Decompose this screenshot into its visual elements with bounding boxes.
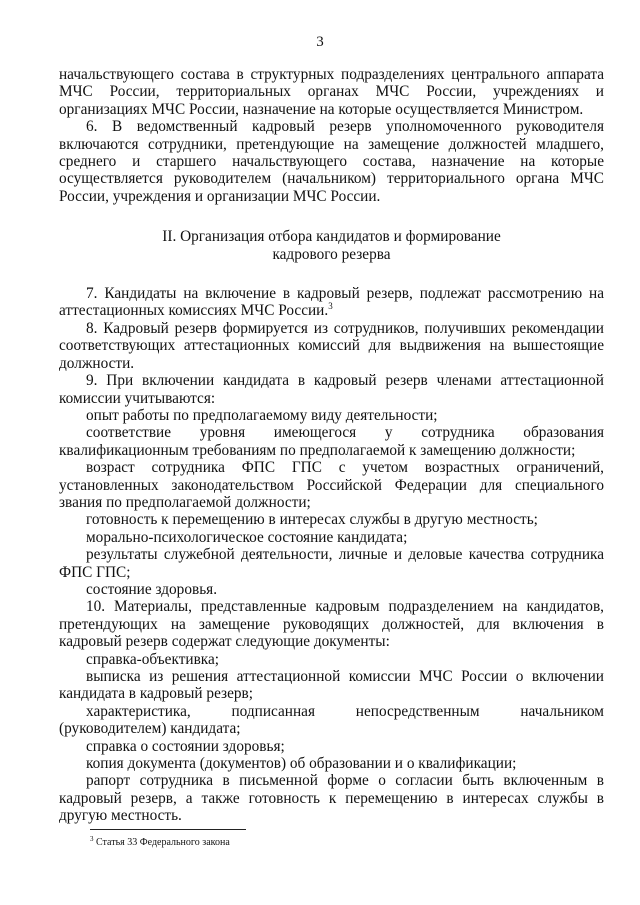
footnote-divider [90, 829, 246, 830]
list-item: характеристика, подписанная непосредственным начальником (руководителем) кандидата; [59, 702, 604, 738]
list-item: справка-объективка; [86, 650, 220, 668]
paragraph-7 [59, 285, 604, 320]
list-item: выписка из решения аттестационной комиссии МЧС России о включении кандидата в кадровый резерв; [59, 668, 604, 703]
paragraph: начальствующего состава в структурных подразделениях центрального аппарата МЧС России, территориальных органах МЧС России, учреждениях и организациях МЧС России, назначение на которые осуществляется Министром. [59, 66, 604, 118]
list-item: возраст сотрудника ФПС ГПС с учетом возрастных ограничений, установленных законодательством Российской Федерации для специального звания по предполагаемой должности; [59, 459, 604, 511]
list-item: справка о состоянии здоровья; [86, 737, 285, 755]
list-item: состояние здоровья. [86, 580, 218, 598]
paragraph-9: 9. При включении кандидата в кадровый резерв членами аттестационной комиссии учитываются: [59, 372, 604, 407]
paragraph-6: 6. В ведомственный кадровый резерв уполномоченного руководителя включаются сотрудники, претендующие на замещение должностей младшего, среднего и старшего начальствующего состава, назначение на которые осуществляется руководителем (начальником) территориального органа МЧС России, учреждения и организации МЧС России. [59, 118, 604, 205]
page-number: 3 [316, 34, 324, 50]
list-item: морально-психологическое состояние кандидата; [86, 528, 408, 546]
paragraph-8: 8. Кадровый резерв формируется из сотрудников, получивших рекомендации соответствующих аттестационных комиссий для выдвижения на вышестоящие должности. [59, 319, 604, 372]
list-item: результаты служебной деятельности, личные и деловые качества сотрудника ФПС ГПС; [59, 546, 604, 581]
paragraph-10: 10. Материалы, представленные кадровым подразделением на кандидатов, претендующих на замещение руководящих должностей, для включения в кадровый резерв содержат следующие документы: [59, 598, 604, 651]
list-item: соответствие уровня имеющегося у сотрудника образования квалификационным требованиям по предполагаемой к замещению должности; [59, 424, 604, 459]
section-heading [59, 228, 604, 263]
paragraph-7-text: 7. Кандидаты на включение в кадровый резерв, подлежат рассмотрению на аттестационных комиссиях МЧС России. [59, 285, 604, 320]
list-item: опыт работы по предполагаемому виду деятельности; [86, 406, 438, 424]
footnote-reference: 3 [328, 301, 333, 312]
section-heading-line-2: кадрового резерва [272, 245, 391, 263]
list-item: готовность к перемещению в интересах службы в другую местность; [86, 511, 538, 529]
footnote-text: Статья 33 Федерального закона [96, 837, 230, 848]
section-heading-line-1: II. Организация отбора кандидатов и формирование [162, 228, 501, 246]
list-item: рапорт сотрудника в письменной форме о согласии быть включенным в кадровый резерв, а также готовность к перемещению в интересах службы в другую местность. [59, 772, 604, 825]
document-body [59, 66, 604, 825]
footnote [90, 837, 230, 849]
list-item: копия документа (документов) об образовании и о квалификации; [86, 755, 517, 773]
footnote-marker: 3 [90, 835, 94, 843]
